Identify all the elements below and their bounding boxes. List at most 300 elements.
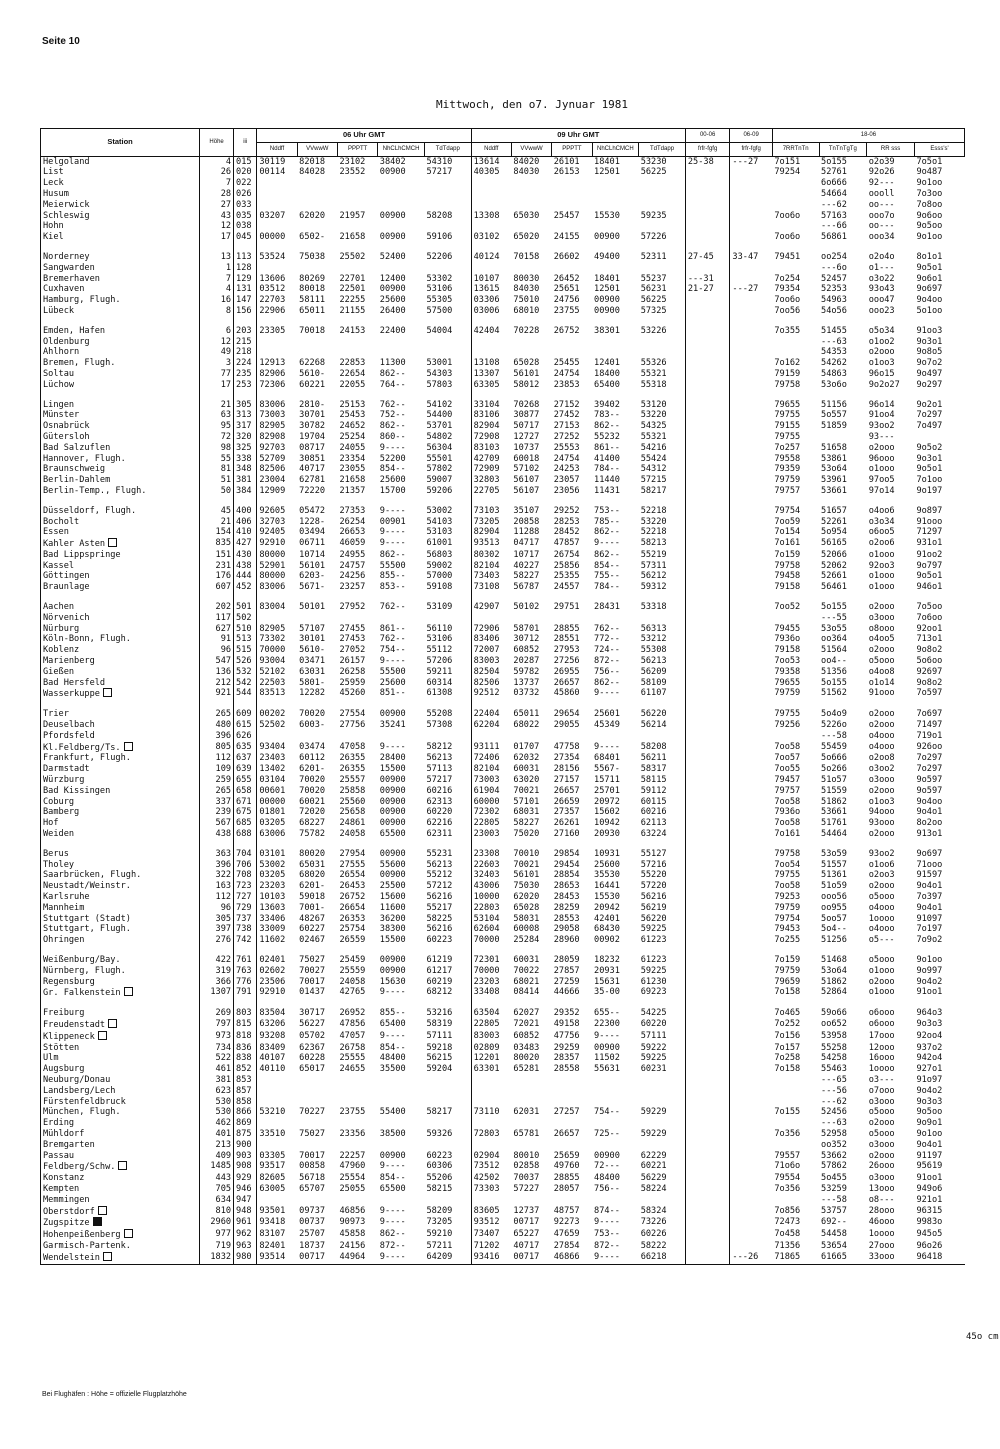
table-cell: o4oo8 (868, 666, 895, 677)
table-cell: 397 (200, 924, 234, 935)
table-cell: 27952 (339, 602, 366, 613)
table-cell: 25600 (379, 295, 406, 306)
gap-cell (511, 593, 551, 602)
table-cell: 9o597 (916, 785, 943, 796)
table-cell: 56211 (640, 753, 667, 764)
square-icon (103, 1252, 112, 1261)
table-cell (471, 731, 511, 742)
table-cell: 57217 (426, 775, 453, 786)
station-label: Tholey (43, 859, 75, 870)
header-col: 7RRTnTn (772, 142, 819, 156)
table-cell: 51o59 (821, 881, 847, 892)
table-cell: 15602 (594, 807, 620, 818)
table-cell: 09737 (299, 1205, 326, 1216)
table-cell (639, 200, 686, 211)
table-cell: 62027 (513, 1008, 540, 1019)
table-cell: 63006 (257, 829, 297, 840)
table-cell: 27153 (553, 421, 580, 432)
table-row (41, 742, 965, 754)
table-cell: 857 (234, 1086, 257, 1097)
group-gap (41, 700, 965, 709)
table-cell: 47058 (339, 741, 366, 752)
table-cell (337, 613, 377, 624)
table-cell: 70027 (299, 965, 326, 976)
gap-cell (257, 946, 297, 955)
table-cell: 53210 (257, 1107, 297, 1118)
table-cell (424, 1140, 471, 1151)
table-cell: 59108 (426, 582, 453, 593)
table-cell: 48400 (594, 1173, 620, 1184)
table-cell: o1--- (868, 262, 895, 273)
table-cell: 63005 (257, 1184, 297, 1195)
table-cell: ---27 (732, 284, 759, 295)
table-cell: 855-- (379, 1008, 406, 1019)
table-cell (685, 807, 730, 818)
table-cell (592, 1075, 639, 1086)
table-cell: 65500 (379, 1183, 406, 1194)
table-row (41, 775, 965, 786)
station-name (41, 347, 200, 358)
table-cell: 3 (200, 358, 234, 369)
table-cell: 30701 (299, 410, 326, 421)
table-cell: 513 (234, 634, 257, 645)
table-cell: 96 (200, 903, 234, 914)
table-cell: 02467 (299, 935, 326, 946)
gap-cell (297, 243, 337, 252)
table-cell (730, 645, 772, 656)
gap-cell (257, 391, 297, 400)
table-cell: 79358 (774, 666, 801, 677)
table-cell (424, 613, 471, 624)
table-cell (730, 1097, 772, 1108)
table-cell: 28960 (553, 935, 580, 946)
table-cell: 7oo6o (774, 232, 801, 243)
table-cell: 13402 (257, 764, 297, 775)
table-cell: 83003 (471, 1031, 511, 1043)
table-cell: 25557 (339, 775, 366, 786)
station-name (41, 624, 200, 635)
table-cell: 62216 (426, 818, 453, 829)
table-cell: 23203 (471, 977, 511, 988)
table-cell: 79557 (774, 1150, 801, 1161)
table-cell: 72021 (513, 1018, 540, 1029)
table-cell (511, 189, 551, 200)
table-cell: 50101 (299, 602, 326, 613)
table-cell: 53104 (471, 914, 511, 925)
table-cell: 18401 (594, 273, 620, 284)
table-cell: 72007 (471, 645, 511, 656)
table-cell: 70000 (471, 935, 511, 946)
table-cell (471, 1075, 511, 1086)
station-label: Garmisch-Partenk. (43, 1240, 131, 1251)
gap-cell (685, 840, 730, 849)
table-cell (730, 167, 772, 178)
gap-cell (511, 497, 551, 506)
table-cell: 903 (234, 1151, 257, 1162)
station-name (41, 369, 200, 380)
table-cell (424, 178, 471, 189)
table-cell: 56304 (426, 442, 453, 453)
table-cell: 57107 (299, 623, 326, 634)
table-cell: o3ooo (868, 612, 895, 623)
table-cell: 57862 (821, 1161, 847, 1172)
table-cell: 53216 (426, 1008, 453, 1019)
table-cell: 9---- (379, 1030, 406, 1041)
table-cell: 27160 (553, 829, 580, 840)
table-cell (552, 1140, 592, 1151)
table-cell: 54262 (821, 358, 847, 369)
table-cell: 7oo56 (774, 305, 801, 316)
table-cell: 762-- (379, 634, 406, 645)
table-cell: 79158 (774, 582, 801, 593)
gap-cell (257, 700, 297, 709)
table-cell (730, 211, 772, 222)
table-cell: 11300 (379, 358, 406, 369)
station-label: Gr. Falkenstein (43, 988, 121, 999)
table-cell: 57311 (640, 560, 667, 571)
gap-cell (730, 946, 772, 955)
table-cell: 9o1oo (916, 1128, 943, 1139)
table-cell: 851-- (379, 688, 406, 699)
table-cell: 82104 (471, 764, 511, 775)
table-cell: 94ooo (868, 807, 895, 818)
table-cell (685, 924, 730, 935)
table-cell: 56209 (640, 666, 667, 677)
table-cell: 729 (234, 903, 257, 914)
table-cell: 26355 (339, 764, 366, 775)
table-cell (730, 656, 772, 667)
gap-cell (592, 243, 639, 252)
table-row (41, 1075, 965, 1086)
table-cell: 26657 (553, 785, 580, 796)
table-cell: 80269 (299, 273, 326, 284)
table-cell: 55112 (426, 645, 453, 656)
observation-table (40, 128, 965, 1265)
table-cell: 71297 (916, 527, 943, 538)
table-cell (552, 178, 592, 189)
table-cell: 53o64 (821, 464, 847, 475)
table-cell: 62781 (299, 475, 326, 486)
table-cell: 704 (234, 849, 257, 860)
table-cell: 08717 (299, 442, 326, 453)
table-cell (685, 1129, 730, 1140)
table-cell: 53o55 (821, 623, 847, 634)
table-cell (337, 189, 377, 200)
table-cell (730, 678, 772, 689)
station-label: Braunlage (43, 582, 90, 593)
table-cell: 7001- (299, 902, 326, 913)
table-cell: 156 (234, 306, 257, 317)
table-cell: 5610- (299, 368, 326, 379)
table-cell: 422 (200, 955, 234, 966)
header-col: frfr-fgfg (730, 142, 772, 156)
table-cell: 52709 (257, 454, 297, 465)
station-name (41, 200, 200, 211)
table-cell: 59225 (640, 924, 667, 935)
table-cell: 65028 (513, 358, 540, 369)
table-row (41, 380, 965, 391)
table-cell: 73205 (471, 517, 511, 528)
table-cell: 4 (200, 156, 234, 167)
table-cell: 5o4-- (821, 924, 847, 935)
gap-cell (200, 999, 234, 1008)
table-cell: 20931 (594, 965, 620, 976)
table-cell (337, 200, 377, 211)
table-cell: 24155 (553, 232, 580, 243)
table-cell: 93514 (257, 1252, 297, 1264)
table-cell (337, 1195, 377, 1206)
table-cell: 5o1oo (916, 305, 943, 316)
table-cell: 033 (234, 200, 257, 211)
table-cell: 26653 (339, 527, 366, 538)
table-cell: 26952 (339, 1008, 366, 1019)
table-cell: 25856 (553, 560, 580, 571)
table-cell: 5226o (821, 720, 847, 731)
table-cell: 23403 (257, 753, 297, 764)
table-cell: 756-- (594, 1183, 620, 1194)
table-cell: 4 (200, 284, 234, 295)
table-cell: 70022 (513, 965, 540, 976)
table-cell (685, 1217, 730, 1229)
station-label: Schleswig (43, 210, 90, 221)
table-cell: 59204 (426, 1064, 453, 1075)
table-cell: 9o5o2 (916, 442, 943, 453)
station-label: Meierwick (43, 199, 90, 210)
table-cell: 55208 (426, 709, 453, 720)
table-cell: 80018 (299, 284, 326, 295)
table-cell (685, 742, 730, 754)
table-row (41, 1086, 965, 1097)
table-cell: 25554 (339, 1173, 366, 1184)
table-cell: 08414 (513, 987, 540, 998)
table-row (41, 347, 965, 358)
gap-cell (200, 497, 234, 506)
table-cell: 73205 (426, 1217, 453, 1228)
station-label: Würzburg (43, 775, 85, 786)
table-cell: 13737 (513, 677, 540, 688)
table-cell: 7o458 (774, 1229, 801, 1240)
table-cell: 29454 (553, 859, 580, 870)
table-cell: 35-00 (594, 987, 620, 998)
header-iii: iii (234, 129, 257, 157)
station-label: Oldenburg (43, 336, 90, 347)
table-cell: 53701 (426, 421, 453, 432)
station-label: Regensburg (43, 976, 95, 987)
station-label: München, Flugh. (43, 1107, 121, 1118)
table-cell: 56213 (640, 656, 667, 667)
table-cell (730, 1008, 772, 1019)
table-cell: 02858 (513, 1161, 540, 1172)
table-cell: 23102 (339, 156, 366, 167)
gap-cell (297, 391, 337, 400)
table-cell: 55459 (821, 741, 847, 752)
table-cell: 9o5o1 (916, 464, 943, 475)
table-cell: 23004 (257, 475, 297, 486)
table-cell: o2ooo (868, 720, 895, 731)
table-cell: 9o697 (916, 284, 943, 295)
table-cell: 30101 (299, 634, 326, 645)
table-cell: 24754 (553, 453, 580, 464)
table-cell: 53109 (426, 602, 453, 613)
table-cell: 68022 (513, 720, 540, 731)
table-cell: 10931 (594, 848, 620, 859)
table-cell: 52062 (821, 560, 847, 571)
table-cell: 5o557 (821, 410, 847, 421)
table-cell: 7 (200, 274, 234, 285)
table-cell: 26153 (553, 167, 580, 178)
gap-cell (471, 593, 511, 602)
table-cell: 129 (234, 274, 257, 285)
table-cell: 03732 (513, 688, 540, 699)
table-cell: 5o954 (821, 527, 847, 538)
table-cell (337, 263, 377, 274)
table-cell: 32703 (257, 517, 297, 528)
table-row (41, 709, 965, 720)
table-cell (730, 189, 772, 200)
table-cell: 73303 (471, 1184, 511, 1195)
table-cell: 874-- (594, 1205, 620, 1216)
gap-cell (639, 946, 686, 955)
table-cell: 59222 (640, 1042, 667, 1053)
gap-cell (772, 999, 819, 1008)
table-cell: 79256 (774, 720, 801, 731)
table-cell: 1 (200, 263, 234, 274)
table-cell: 62229 (640, 1150, 667, 1161)
table-cell: 26752 (553, 325, 580, 336)
table-cell (730, 1043, 772, 1054)
table-cell (297, 337, 337, 348)
table-cell: 17 (200, 232, 234, 243)
table-cell: 5o155 (821, 602, 847, 613)
table-cell: 61217 (426, 965, 453, 976)
table-cell (337, 731, 377, 742)
table-cell: o6ooo (868, 1008, 895, 1019)
table-cell: 25701 (594, 785, 620, 796)
table-cell: 22803 (471, 903, 511, 914)
table-cell: 25453 (339, 410, 366, 421)
table-cell: 00900 (379, 807, 406, 818)
table-cell: 51361 (821, 870, 847, 881)
table-cell: 79458 (774, 571, 801, 582)
station-label: Deuselbach (43, 720, 95, 731)
table-row (41, 1019, 965, 1031)
table-cell (639, 1086, 686, 1097)
table-cell: 70017 (299, 1150, 326, 1161)
table-cell: 946 (234, 1184, 257, 1195)
station-label: Ahlhorn (43, 347, 80, 358)
table-cell: 60031 (513, 764, 540, 775)
table-cell: 26453 (339, 881, 366, 892)
table-cell: 35107 (513, 505, 540, 516)
station-name (41, 987, 200, 999)
table-cell: 12737 (513, 1205, 540, 1216)
table-cell: 7o161 (774, 829, 801, 840)
gap-cell (592, 497, 639, 506)
station-label: Kassel (43, 560, 75, 571)
table-cell: 27357 (553, 807, 580, 818)
table-cell: o2ooo (868, 785, 895, 796)
table-cell: 54464 (821, 829, 847, 840)
header-extra-1: 00-06 (685, 129, 730, 143)
station-label: Weißenburg/Bay. (43, 954, 121, 965)
table-cell: 80000 (257, 571, 297, 582)
table-cell: 755-- (594, 571, 620, 582)
table-cell: 72302 (471, 807, 511, 818)
table-cell: 59782 (513, 666, 540, 677)
table-cell (378, 189, 425, 200)
table-row (41, 602, 965, 613)
table-cell: 26 (200, 167, 234, 178)
station-name (41, 966, 200, 977)
table-cell: 28855 (553, 623, 580, 634)
table-cell: 58213 (640, 538, 667, 549)
table-cell: 9---- (379, 505, 406, 516)
table-cell (772, 337, 819, 348)
table-row (41, 786, 965, 797)
header-col: Nddff (471, 142, 511, 156)
table-cell: ooo34 (868, 232, 895, 243)
table-cell (685, 347, 730, 358)
header-col: PPPTT (337, 142, 377, 156)
table-cell (685, 786, 730, 797)
table-cell (639, 189, 686, 200)
table-cell: 27354 (553, 753, 580, 764)
table-cell: 58109 (640, 677, 667, 688)
table-cell: 20942 (594, 902, 620, 913)
table-cell: 963 (234, 1241, 257, 1252)
station-label: Gütersloh (43, 431, 90, 442)
table-cell: 54312 (640, 464, 667, 475)
gap-cell (337, 593, 377, 602)
table-cell: ooo56 (821, 892, 847, 902)
table-cell: 7oo59 (774, 516, 801, 527)
table-cell: 92oo4 (916, 1030, 943, 1041)
table-cell (685, 1043, 730, 1054)
table-cell: 57206 (426, 656, 453, 667)
table-cell: 56101 (513, 368, 540, 379)
table-cell: 56220 (640, 709, 667, 720)
table-cell: 16441 (594, 881, 620, 892)
table-cell: 79757 (774, 485, 801, 496)
table-cell: 21155 (339, 305, 366, 316)
table-cell: 62032 (513, 753, 540, 764)
header-col: VVwwW (297, 142, 337, 156)
table-cell: 68021 (513, 976, 540, 987)
table-cell: 52958 (821, 1128, 847, 1139)
header-col: Nddff (257, 142, 297, 156)
table-row (41, 517, 965, 528)
table-cell: 10717 (513, 549, 540, 560)
table-cell: 55305 (426, 295, 453, 306)
table-cell: 862-- (379, 421, 406, 432)
page-number: Seite 10 (42, 36, 80, 47)
table-cell: 75027 (299, 1128, 326, 1139)
table-cell: o2ooo (868, 709, 895, 720)
table-cell: 9o997 (916, 965, 943, 976)
table-cell (592, 178, 639, 189)
table-cell: 53661 (821, 485, 847, 496)
table-cell: 926oo (916, 741, 943, 752)
table-cell (511, 1195, 551, 1206)
table-cell: 48400 (379, 1053, 406, 1064)
table-cell: 797 (200, 1019, 234, 1031)
table-cell: 63305 (471, 380, 511, 391)
header-col: PPPTT (552, 142, 592, 156)
table-cell (685, 881, 730, 892)
table-cell: 56101 (513, 870, 540, 881)
table-cell: 42907 (471, 602, 511, 613)
table-cell (730, 527, 772, 538)
